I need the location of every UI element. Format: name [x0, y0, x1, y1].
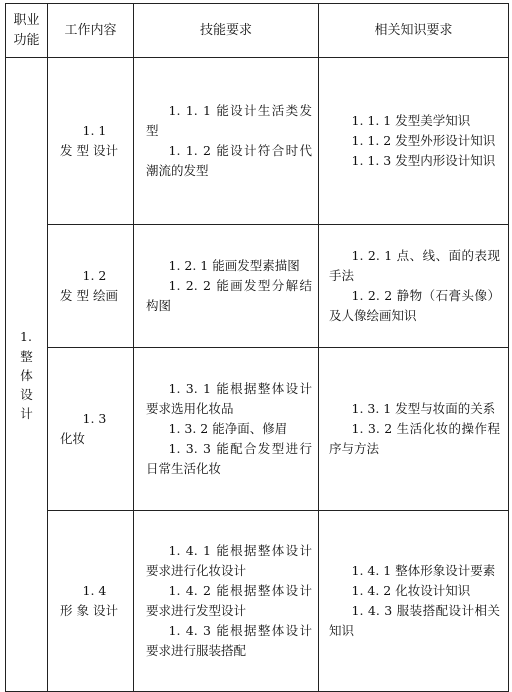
- knowledge-item: 1. 3. 2 生活化妆的操作程序与方法: [329, 421, 500, 456]
- table-row: [6, 348, 509, 511]
- content-cell: 1. 2 发 型 绘画: [48, 225, 134, 348]
- skills-cell: [134, 225, 319, 348]
- knowledge-item: 1. 1. 1 发型美学知识: [351, 113, 471, 128]
- knowledge-item: 1. 4. 2 化妆设计知识: [351, 583, 471, 598]
- header-row: [6, 4, 509, 58]
- skill-item: 1. 1. 2 能设计符合时代潮流的发型: [146, 143, 312, 178]
- knowledge-item: 1. 2. 2 静物（石膏头像）及人像绘画知识: [329, 288, 500, 323]
- function-cell: [6, 58, 48, 692]
- knowledge-cell: [319, 58, 509, 225]
- skill-item: 1. 1. 1 能设计生活类发型: [146, 103, 312, 138]
- header-content: 工作内容: [48, 4, 134, 58]
- skills-requirements-table: [5, 3, 509, 692]
- content-cell: 1. 4 形 象 设计: [48, 511, 134, 692]
- skill-item: 1. 3. 1 能根据整体设计要求选用化妆品: [146, 381, 312, 416]
- knowledge-cell: [319, 511, 509, 692]
- skill-item: 1. 4. 3 能根据整体设计要求进行服装搭配: [146, 623, 312, 658]
- knowledge-item: 1. 4. 1 整体形象设计要素: [351, 563, 496, 578]
- knowledge-item: 1. 1. 2 发型外形设计知识: [351, 133, 496, 148]
- header-skills: 技能要求: [134, 4, 319, 58]
- skills-cell: [134, 511, 319, 692]
- skill-item: 1. 3. 2 能净面、修眉: [168, 421, 288, 436]
- knowledge-item: 1. 4. 3 服装搭配设计相关知识: [329, 603, 500, 638]
- table-row: [6, 225, 509, 348]
- header-knowledge: 相关知识要求: [319, 4, 509, 58]
- function-number: 1.: [20, 328, 32, 344]
- knowledge-cell: [319, 225, 509, 348]
- knowledge-item: 1. 3. 1 发型与妆面的关系: [351, 401, 496, 416]
- skill-item: 1. 3. 3 能配合发型进行日常生活化妆: [146, 441, 312, 476]
- function-name: 整体设计: [20, 348, 33, 421]
- skill-item: 1. 4. 2 能根据整体设计要求进行发型设计: [146, 583, 312, 618]
- knowledge-item: 1. 2. 1 点、线、面的表现手法: [329, 248, 500, 283]
- skill-item: 1. 2. 2 能画发型分解结构图: [146, 278, 312, 313]
- content-cell: 1. 3 化妆: [48, 348, 134, 511]
- header-function: 职业功能: [6, 4, 48, 58]
- skill-item: 1. 2. 1 能画发型素描图: [168, 258, 300, 273]
- content-cell: 1. 1 发 型 设计: [48, 58, 134, 225]
- table-row: [6, 58, 509, 225]
- table-row: [6, 511, 509, 692]
- skills-cell: [134, 348, 319, 511]
- knowledge-cell: [319, 348, 509, 511]
- skills-cell: [134, 58, 319, 225]
- skill-item: 1. 4. 1 能根据整体设计要求进行化妆设计: [146, 543, 312, 578]
- knowledge-item: 1. 1. 3 发型内形设计知识: [351, 153, 496, 168]
